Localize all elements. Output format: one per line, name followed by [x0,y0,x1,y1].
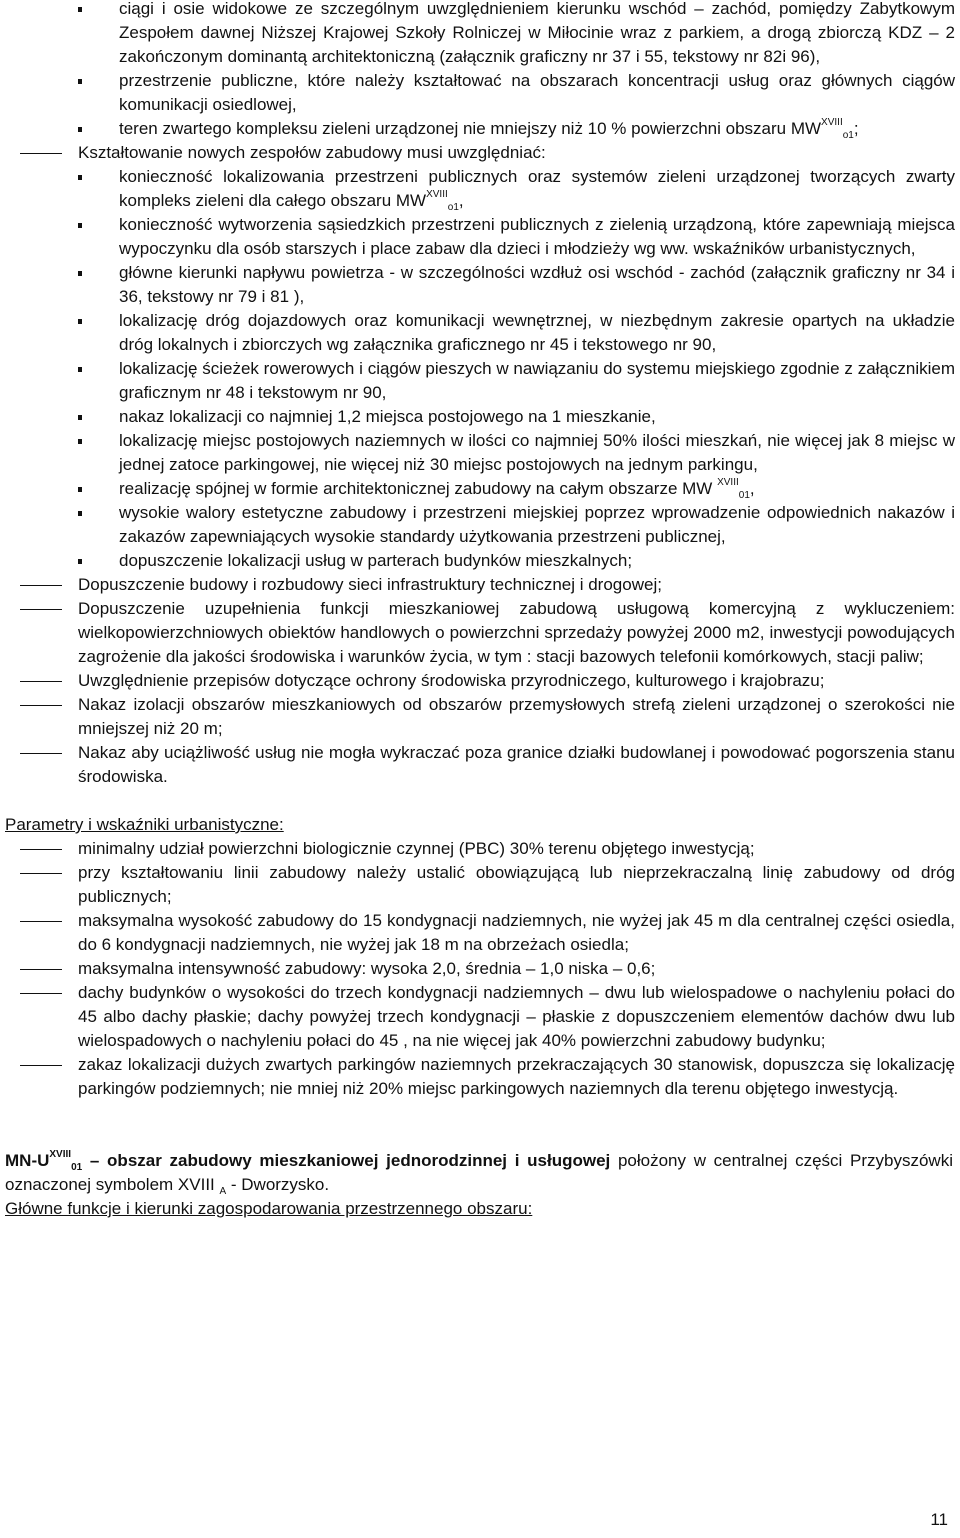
dash-marker-icon [20,969,62,970]
text-run: główne kierunki napływu powietrza - w szczególności wzdłuż osi wschód - zachód (załącznik graficzny nr 34 i 36, tekstowy nr 79 i 81 ), [119,263,955,306]
text-run: przy kształtowaniu linii zabudowy należy ustalić obowiązującą lub nieprzekraczalną linię zabudowy od dróg publicznych; [78,863,955,906]
square-bullet-icon [78,223,82,228]
bullet-list-item [0,309,955,357]
dash-marker-icon [20,1065,62,1066]
square-bullet-icon [78,175,82,180]
dash-marker-icon [20,753,62,754]
dash-list-item [0,981,955,1053]
dash-list-item [0,669,955,693]
text-run: o1 [842,130,854,141]
square-bullet-icon [78,271,82,276]
text-run: XVIII [717,477,739,488]
text-run: dopuszczenie lokalizacji usług w parterach budynków mieszkalnych; [119,551,633,570]
dash-marker-icon [20,609,62,610]
bullet-list-item [0,477,955,501]
dash-list-item [0,1053,955,1101]
text-run: lokalizację miejsc postojowych naziemnych w ilości co najmniej 50% ilości mieszkań, nie więcej jak 8 miejsc w jednej zatoce parkingowej, nie więcej niż 30 miejsc postojowych na jednym parkingu, [119,431,955,474]
bullet-list-item [0,0,955,69]
text-run: dachy budynków o wysokości do trzech kondygnacji nadziemnych – dwu lub wielospadowe o nachyleniu połaci do 45 albo dachy płaskie; dachy powyżej trzech kondygnacji – płaskie z dopuszczeniem elementów dachów dwu lub wielospadowych o nachyleniu połaci do 45 , na nie więcej jak 40% powierzchni zabudowy budynku; [78,983,955,1050]
text-run: teren zwartego kompleksu zieleni urządzonej nie mniejszy niż 10 % powierzchni obszaru MW [119,119,822,138]
dash-list-item [0,141,955,165]
dash-marker-icon [20,585,62,586]
dash-list-item [0,861,955,909]
square-bullet-icon [78,511,82,516]
text-run: , [749,479,755,498]
text-run: XVIII [426,189,448,200]
square-bullet-icon [78,415,82,420]
dash-list-item [0,741,955,789]
bullet-list-item [0,549,955,573]
text-run: wysokie walory estetyczne zabudowy i przestrzeni miejskiej poprzez wprowadzenie odpowiednich nakazów i zakazów zapewniających wysokie standardy użytkowania przestrzeni publicznej, [119,503,955,546]
square-bullet-icon [78,127,82,132]
text-run: położony w centralnej części Przybyszówki oznaczonej symbolem XVIII [5,1151,953,1194]
text-run: Dopuszczenie budowy i rozbudowy sieci infrastruktury technicznej i drogowej; [78,575,662,594]
text-run: przestrzenie publiczne, które należy kształtować na obszarach koncentracji usług oraz głównych ciągów komunikacji osiedlowej, [119,71,955,114]
dash-marker-icon [20,681,62,682]
paragraph [5,1197,953,1221]
text-run: lokalizację dróg dojazdowych oraz komunikacji wewnętrznej, w niezbędnym zakresie opartych na układzie dróg lokalnych i zbiorczych wg załącznika graficznego nr 45 i tekstowego nr 90, [119,311,955,354]
text-run: konieczność wytworzenia sąsiedzkich przestrzeni publicznych z zielenią urządzoną, które zapewniają miejsca wypoczynku dla osób starszych i place zabaw dla dzieci i młodzieży wg ww. wskaźników urbanistycznych, [119,215,955,258]
text-run: Parametry i wskaźniki urbanistyczne: [5,815,284,834]
text-run: maksymalna intensywność zabudowy: wysoka 2,0, średnia – 1,0 niska – 0,6; [78,959,656,978]
text-run: Nakaz izolacji obszarów mieszkaniowych od obszarów przemysłowych strefą zieleni urządzonej o szerokości nie mniejszej niż 20 m; [78,695,955,738]
text-run: MN-U [5,1151,50,1170]
text-run: ciągi i osie widokowe ze szczególnym uwzględnieniem kierunku wschód – zachód, pomiędzy Zabytkowym Zespołem dawnej Niższej Krajowej Szkoły Rolniczej w Miłocinie wraz z parkiem, a drogą zbiorczą KDZ – 2 zakończonym dominantą architektoniczną (załącznik graficzny nr 37 i 55, tekstowy nr 82i 96), [119,0,955,66]
text-run: konieczność lokalizowania przestrzeni publicznych oraz systemów zieleni urządzonej tworzących zwarty kompleks zieleni dla całego obszaru MW [119,167,955,210]
text-run: lokalizację ścieżek rowerowych i ciągów pieszych w nawiązaniu do systemu miejskiego zgodnie z załącznikiem graficznym nr 48 i tekstowym nr 90, [119,359,955,402]
blank-line [0,789,955,813]
text-run: , [458,191,464,210]
square-bullet-icon [78,439,82,444]
text-run: minimalny udział powierzchni biologicznie czynnej (PBC) 30% terenu objętego inwestycją; [78,839,755,858]
text-run: Uwzględnienie przepisów dotyczące ochrony środowiska przyrodniczego, kulturowego i krajobrazu; [78,671,825,690]
text-run: – obszar zabudowy mieszkaniowej jednorodzinnej i usługowej [82,1151,611,1170]
text-run: Dopuszczenie uzupełnienia funkcji mieszkaniowej zabudową usługową komercyjną z wykluczeniem: wielkopowierzchniowych obiektów handlowych o powierzchni sprzedaży powyżej 2000 m2, inwestycji powodujących zagrożenie dla jakości środowiska i warunków życia, w tym : stacji bazowych telefonii komórkowych, stacji paliw; [78,599,955,666]
text-run: XVIII [821,117,843,128]
square-bullet-icon [78,487,82,492]
bullet-list-item [0,117,955,141]
dash-marker-icon [20,705,62,706]
text-run: XVIII [49,1149,72,1160]
square-bullet-icon [78,7,82,12]
text-run: - Dworzysko. [226,1175,330,1194]
bullet-list-item [0,213,955,261]
text-run: 01 [738,490,750,501]
square-bullet-icon [78,79,82,84]
dash-marker-icon [20,921,62,922]
paragraph [5,813,953,837]
text-run: A [219,1186,227,1197]
text-run: realizację spójnej w formie architektonicznej zabudowy na całym obszarze MW [119,479,718,498]
dash-list-item [0,957,955,981]
dash-list-item [0,693,955,741]
square-bullet-icon [78,367,82,372]
dash-list-item [0,573,955,597]
page-number: 11 [930,1510,948,1529]
text-run: Nakaz aby uciążliwość usług nie mogła wykraczać poza granice działki budowlanej i powodować pogorszenia stanu środowiska. [78,743,955,786]
dash-marker-icon [20,873,62,874]
dash-marker-icon [20,993,62,994]
paragraph [5,1149,953,1197]
dash-list-item [0,909,955,957]
dash-list-item [0,837,955,861]
bullet-list-item [0,405,955,429]
text-run: zakaz lokalizacji dużych zwartych parkingów naziemnych przekraczających 30 stanowisk, dopuszcza się lokalizację parkingów podziemnych; nie mniej niż 20% miejsc parkingowych naziemnych dla terenu objętego inwestycją. [78,1055,955,1098]
square-bullet-icon [78,319,82,324]
text-run: maksymalna wysokość zabudowy do 15 kondygnacji nadziemnych, nie wyżej jak 45 m dla centralnej części osiedla, do 6 kondygnacji nadziemnych, nie wyżej jak 18 m na obrzeżach osiedla; [78,911,955,954]
dash-marker-icon [20,153,62,154]
text-run: ; [853,119,859,138]
text-run: nakaz lokalizacji co najmniej 1,2 miejsca postojowego na 1 mieszkanie, [119,407,656,426]
blank-line [0,1125,955,1149]
bullet-list-item [0,69,955,117]
text-run: Kształtowanie nowych zespołów zabudowy musi uwzględniać: [78,143,546,162]
bullet-list-item [0,357,955,405]
bullet-list-item [0,429,955,477]
dash-marker-icon [20,849,62,850]
bullet-list-item [0,261,955,309]
dash-list-item [0,597,955,669]
bullet-list-item [0,501,955,549]
blank-line [0,1101,955,1125]
text-run: Główne funkcje i kierunki zagospodarowania przestrzennego obszaru: [5,1199,533,1218]
text-run: 01 [71,1162,83,1173]
square-bullet-icon [78,559,82,564]
text-run: o1 [447,202,459,213]
bullet-list-item [0,165,955,213]
